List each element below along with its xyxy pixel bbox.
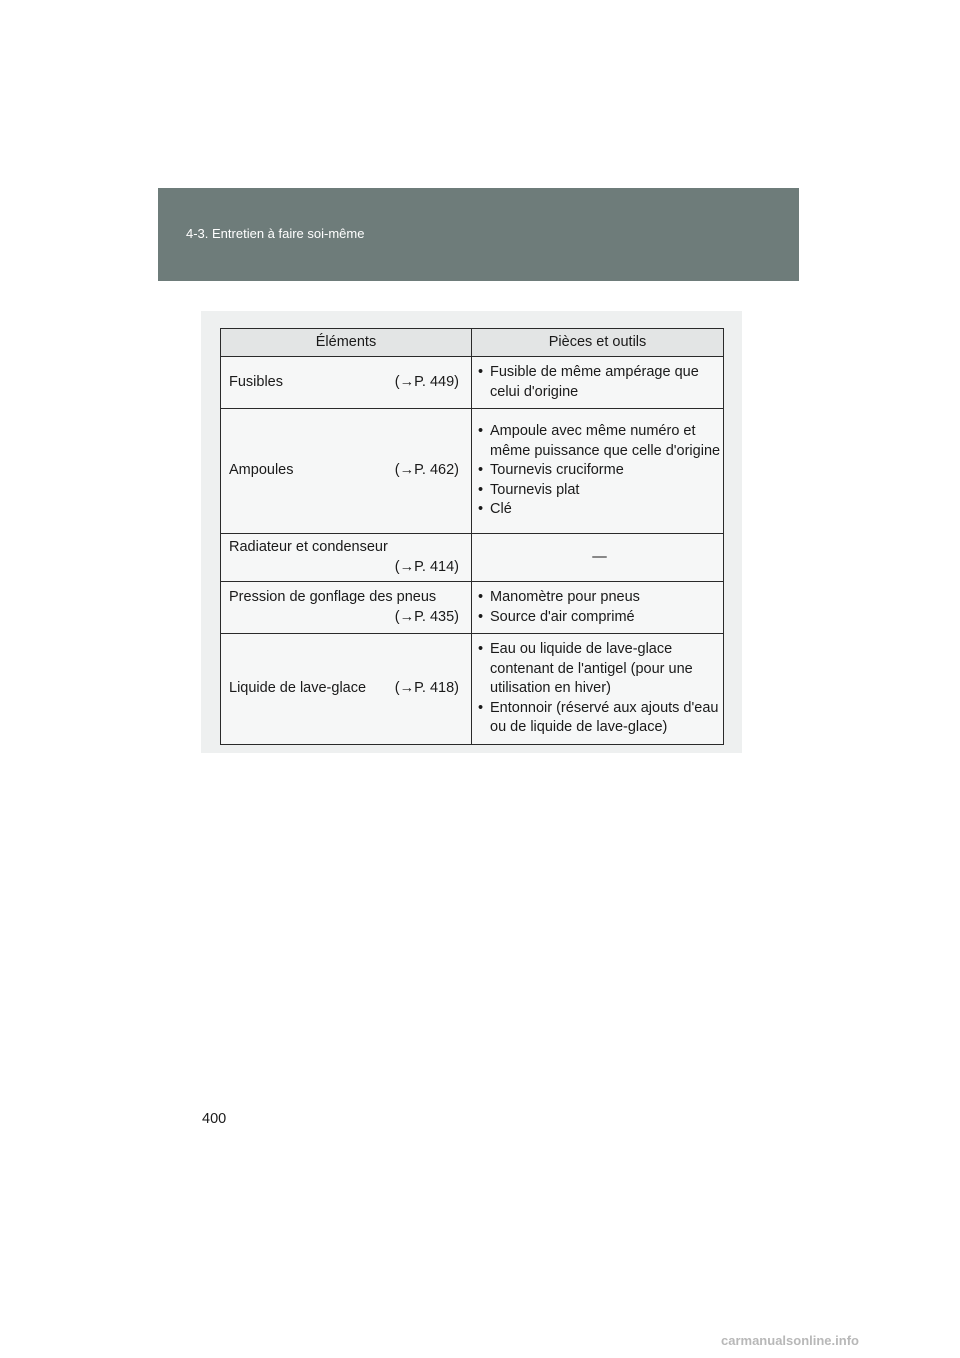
list-item: • Source d'air comprimé <box>478 608 721 628</box>
table-header-row <box>221 329 724 357</box>
item-cell <box>221 634 472 745</box>
table-row <box>221 634 724 745</box>
table-row <box>221 357 724 409</box>
item-cell <box>221 582 472 634</box>
parts-cell <box>472 409 724 534</box>
bullet-glyph: • <box>478 641 484 657</box>
parts-cell <box>472 357 724 409</box>
list-item: • Tournevis cruciforme <box>478 461 721 481</box>
parts-cell <box>472 582 724 634</box>
list-item: • Fusible de même ampérage que celui d'origine <box>478 363 721 402</box>
list-item: • Eau ou liquide de lave-glace contenant de l'antigel (pour une utilisation en hiver) <box>478 640 721 699</box>
item-name: Ampoules <box>229 462 294 479</box>
page-reference: (→P. 462) <box>394 462 459 479</box>
bullet-glyph: • <box>478 364 484 380</box>
page-reference: (→P. 414) <box>394 558 459 575</box>
page-reference: (→P. 435) <box>394 608 459 625</box>
bullet-glyph: • <box>478 481 484 498</box>
chapter-header-band <box>158 188 799 281</box>
bullet-glyph: • <box>478 699 484 716</box>
table-row <box>221 582 724 634</box>
item-cell <box>221 534 472 582</box>
item-cell <box>221 409 472 534</box>
parts-cell <box>472 534 724 582</box>
item-name: Liquide de lave-glace <box>229 680 367 696</box>
column-header-items: Éléments <box>221 329 472 357</box>
section-title: 4-3. Entretien à faire soi-même <box>186 226 365 241</box>
watermark-text: carmanualsonline.info <box>721 1333 859 1348</box>
column-header-parts: Pièces et outils <box>472 329 724 357</box>
no-parts-dash: — <box>592 549 607 565</box>
items-table <box>220 328 724 745</box>
item-name: Radiateur et condenseur <box>229 539 388 555</box>
page-reference: (→P. 418) <box>394 680 459 696</box>
bullet-glyph: • <box>478 501 484 518</box>
item-name: Pression de gonflage des pneus <box>229 589 437 605</box>
bullet-glyph: • <box>478 423 484 440</box>
list-item: • Clé <box>478 500 721 520</box>
page-reference: (→P. 449) <box>394 373 459 390</box>
page-number: 400 <box>202 1111 227 1127</box>
bullet-glyph: • <box>478 462 484 479</box>
table-row <box>221 409 724 534</box>
item-cell <box>221 357 472 409</box>
content-panel <box>201 311 742 753</box>
list-item: • Tournevis plat <box>478 481 721 501</box>
bullet-glyph: • <box>478 589 484 605</box>
list-item: • Ampoule avec même numéro et même puissance que celle d'origine <box>478 422 721 461</box>
parts-cell <box>472 634 724 745</box>
item-name: Fusibles <box>229 373 283 390</box>
list-item: • Entonnoir (réservé aux ajouts d'eau ou de liquide de lave-glace) <box>478 699 721 738</box>
list-item: • Manomètre pour pneus <box>478 588 721 608</box>
table-row <box>221 534 724 582</box>
bullet-glyph: • <box>478 608 484 625</box>
